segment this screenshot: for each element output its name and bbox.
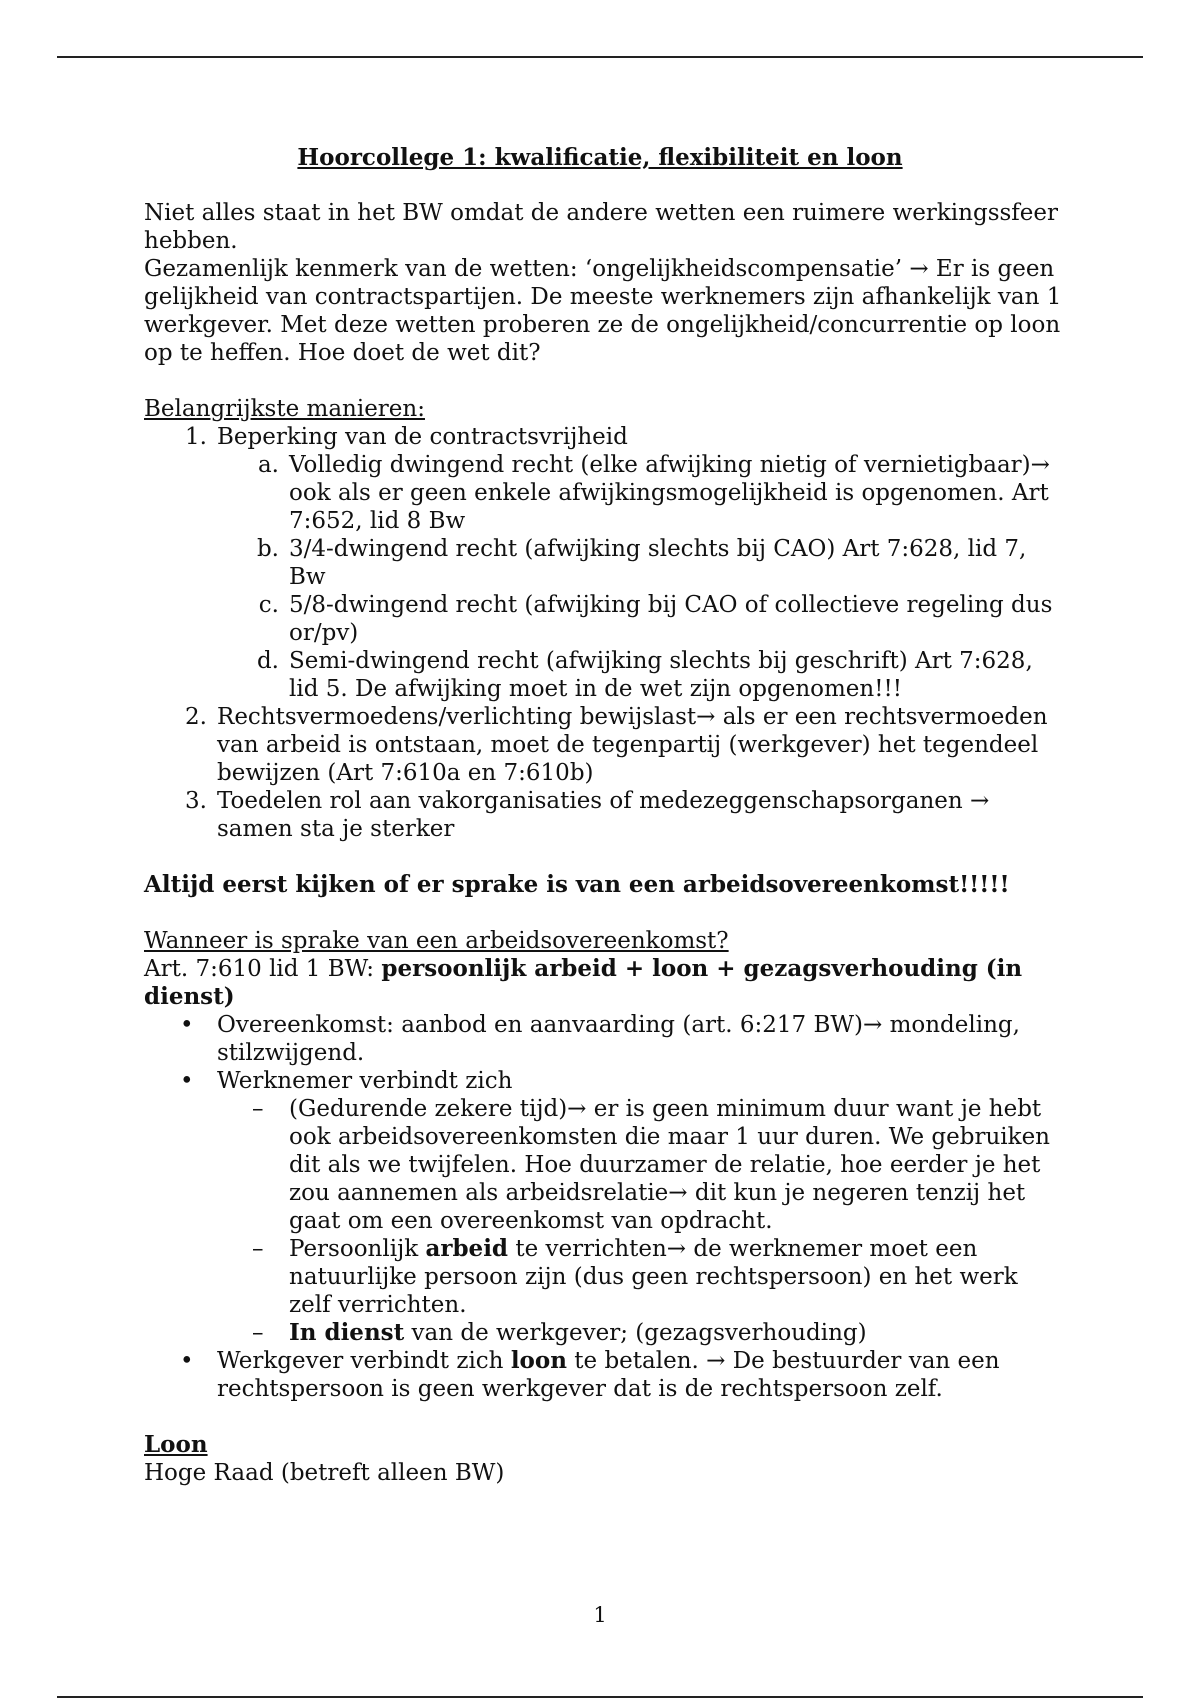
header-rule [57, 56, 1143, 58]
bullet-text: Overeenkomst: aanbod en aanvaarding (art. 6:217 BW)→ mondeling, stilzwijgend. [217, 1012, 1020, 1066]
dash-marker: – [252, 1320, 264, 1346]
document-body [144, 199, 1064, 1487]
sub-list-marker: d. [256, 648, 279, 674]
sub-list-item [144, 591, 1064, 647]
page-number: 1 [593, 1603, 607, 1627]
art-reference [144, 955, 1064, 1011]
altijd-statement: Altijd eerst kijken of er sprake is van een arbeidsovereenkomst!!!!! [144, 871, 1010, 898]
sub-list-item [144, 451, 1064, 535]
bullet-marker: • [180, 1012, 194, 1038]
list-item [144, 423, 1064, 451]
bullet-marker: • [180, 1348, 194, 1374]
bullet-marker: • [180, 1068, 194, 1094]
bullet-text-rest: te betalen. → De bestuurder van een rechtspersoon is geen werkgever dat is de rechtspersoon zelf. [217, 1348, 1000, 1402]
sub-list-item-text: Semi-dwingend recht (afwijking slechts bij geschrift) Art 7:628, lid 5. De afwijking moet in de wet zijn opgenomen!!! [289, 648, 1033, 702]
footer-rule [57, 1696, 1143, 1698]
sub-list-marker: a. [257, 452, 279, 478]
sub-list-item [144, 535, 1064, 591]
bullet-item [144, 1011, 1064, 1067]
dash-marker: – [252, 1236, 264, 1262]
list-marker: 1. [185, 424, 207, 450]
sub-list-item-text: 3/4-dwingend recht (afwijking slechts bij CAO) Art 7:628, lid 7, Bw [289, 536, 1027, 590]
wanneer-heading: Wanneer is sprake van een arbeidsovereenkomst? [144, 928, 729, 954]
dash-text-bold: In dienst [289, 1319, 405, 1346]
dash-text-rest: te verrichten→ de werknemer moet een natuurlijke persoon zijn (dus geen rechtspersoon) en het werk zelf verrichten. [289, 1236, 1018, 1318]
sub-list-item [144, 647, 1064, 703]
dash-item [144, 1095, 1064, 1235]
dash-text-plain: Persoonlijk [289, 1236, 426, 1262]
loon-text: Hoge Raad (betreft alleen BW) [144, 1460, 505, 1486]
document-title: Hoorcollege 1: kwalificatie, flexibiliteit en loon [297, 144, 903, 171]
list-item-text: Toedelen rol aan vakorganisaties of medezeggenschapsorganen → samen sta je sterker [217, 788, 990, 842]
sub-list-item-text: Volledig dwingend recht (elke afwijking nietig of vernietigbaar)→ ook als er geen enkele afwijkingsmogelijkheid is opgenomen. Art 7:652, lid 8 Bw [289, 452, 1050, 534]
sub-list-marker: c. [258, 592, 279, 618]
dash-text: (Gedurende zekere tijd)→ er is geen minimum duur want je hebt ook arbeidsovereenkomsten die maar 1 uur duren. We gebruiken dit als we twijfelen. Hoe duurzamer de relatie, hoe eerder je het zou aannemen als arbeidsrelatie→ dit kun je negeren tenzij het gaat om een overeenkomst van opdracht. [289, 1096, 1050, 1234]
dash-text-bold: arbeid [425, 1235, 509, 1262]
bullet-item [144, 1067, 1064, 1095]
sub-list-marker: b. [256, 536, 279, 562]
loon-heading: Loon [144, 1431, 208, 1458]
dash-item [144, 1319, 1064, 1347]
dash-marker: – [252, 1096, 264, 1122]
bullet-item [144, 1347, 1064, 1403]
dash-text-rest: van de werkgever; (gezagsverhouding) [404, 1320, 867, 1346]
list-marker: 3. [185, 788, 207, 814]
intro-paragraph-1: Niet alles staat in het BW omdat de andere wetten een ruimere werkingssfeer hebben. [144, 200, 1059, 254]
list-item [144, 703, 1064, 787]
intro-paragraph-2: Gezamenlijk kenmerk van de wetten: ‘ongelijkheidscompensatie’ → Er is geen gelijkheid van contractspartijen. De meeste werknemers zijn afhankelijk van 1 werkgever. Met deze wetten proberen ze de ongelijkheid/concurrentie op loon op te heffen. Hoe doet de wet dit? [144, 256, 1062, 366]
dash-item [144, 1235, 1064, 1319]
bullet-text: Werknemer verbindt zich [217, 1068, 513, 1094]
list-item [144, 787, 1064, 843]
list-marker: 2. [185, 704, 207, 730]
list-item-text: Beperking van de contractsvrijheid [217, 424, 628, 450]
manieren-heading: Belangrijkste manieren: [144, 396, 425, 422]
list-item-text: Rechtsvermoedens/verlichting bewijslast→ als er een rechtsvermoeden van arbeid is ontstaan, moet de tegenpartij (werkgever) het tegendeel bewijzen (Art 7:610a en 7:610b) [217, 704, 1048, 786]
bullet-text-plain: Werkgever verbindt zich [217, 1348, 511, 1374]
art-reference-plain: Art. 7:610 lid 1 BW: [144, 956, 382, 982]
art-reference-bold: persoonlijk arbeid + loon + gezagsverhouding (in dienst) [144, 955, 1023, 1010]
bullet-text-bold: loon [510, 1347, 567, 1374]
sub-list-item-text: 5/8-dwingend recht (afwijking bij CAO of collectieve regeling dus or/pv) [289, 592, 1053, 646]
